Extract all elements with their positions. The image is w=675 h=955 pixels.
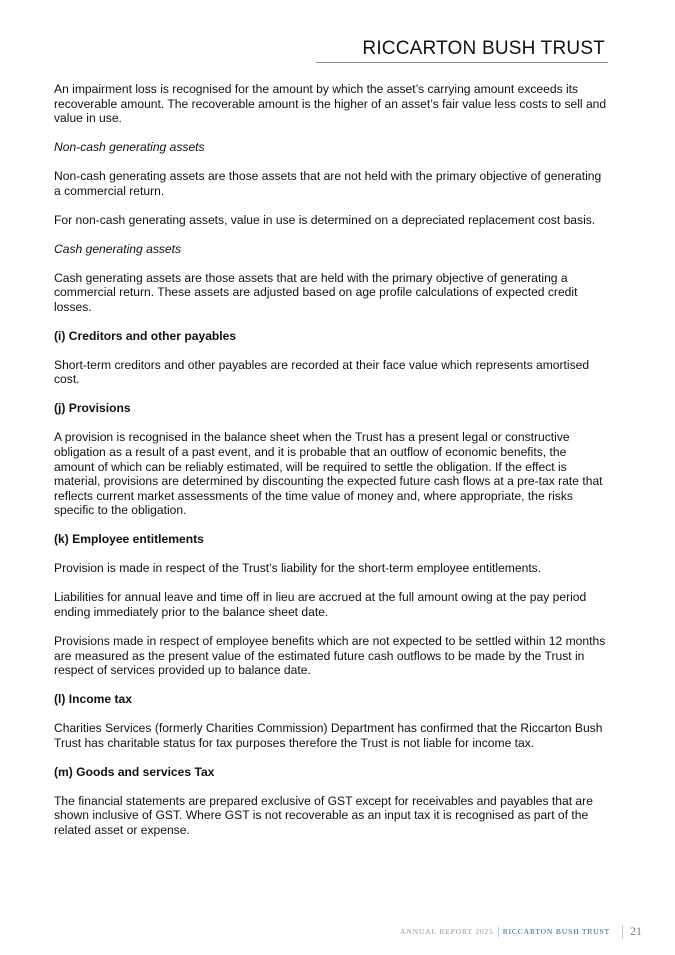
section-heading: (i) Creditors and other payables <box>54 328 237 343</box>
paragraph: Provision is made in respect of the Trust’s liability for the short-term employee entitlements. <box>54 561 542 576</box>
footer-divider <box>498 927 499 937</box>
paragraph: The financial statements are prepared exclusive of GST except for receivables and payables that are shown inclusive of GST. Where GST is not recoverable as an input tax it is recognised as part of the related asset or expense. <box>54 793 593 837</box>
page-footer <box>400 924 642 939</box>
section-heading: (j) Provisions <box>54 401 131 416</box>
section-heading: (l) Income tax <box>54 692 132 707</box>
paragraph: Provisions made in respect of employee benefits which are not expected to be settled within 12 months are measured as the present value of the estimated future cash outflows to be made by the Trust in respect of services provided up to balance date. <box>54 633 606 678</box>
paragraph: Non-cash generating assets are those assets that are not held with the primary objective of generating a commercial return. <box>54 169 602 198</box>
section-heading: (m) Goods and services Tax <box>54 764 215 779</box>
subheading: Non-cash generating assets <box>54 140 205 155</box>
subheading: Cash generating assets <box>54 241 182 256</box>
footer-report-label: ANNUAL REPORT 2025 <box>400 927 494 936</box>
paragraph: A provision is recognised in the balance sheet when the Trust has a present legal or constructive obligation as a result of a past event, and it is probable that an outflow of economic benefits, the amount of which can be reliably estimated, will be required to settle the obligation. If the effect is material, provisions are determined by discounting the expected future cash flows at a pre-tax rate that reflects current market assessments of the time value of money and, where appropriate, the risks specific to the obligation. <box>54 430 603 518</box>
document-body <box>54 82 608 852</box>
paragraph: Liabilities for annual leave and time off in lieu are accrued at the full amount owing at the pay period ending immediately prior to the balance sheet date. <box>54 590 587 619</box>
footer-divider <box>622 925 623 939</box>
paragraph: An impairment loss is recognised for the amount by which the asset’s carrying amount exceeds its recoverable amount. The recoverable amount is the higher of an asset’s fair value less costs to sell and value in use. <box>54 82 607 126</box>
page-header-title: RICCARTON BUSH TRUST <box>362 38 605 59</box>
paragraph: For non-cash generating assets, value in use is determined on a depreciated replacement cost basis. <box>54 212 596 227</box>
paragraph: Charities Services (formerly Charities Commission) Department has confirmed that the Riccarton Bush Trust has charitable status for tax purposes therefore the Trust is not liable for income tax. <box>54 721 603 750</box>
header-divider <box>316 62 608 63</box>
paragraph: Cash generating assets are those assets that are held with the primary objective of generating a commercial return. These assets are adjusted based on age profile calculations of expected credit losses. <box>54 270 578 314</box>
paragraph: Short-term creditors and other payables are recorded at their face value which represents amortised cost. <box>54 357 590 387</box>
page-number: 21 <box>630 924 642 938</box>
footer-org-name: RICCARTON BUSH TRUST <box>502 927 610 936</box>
section-heading: (k) Employee entitlements <box>54 532 204 547</box>
